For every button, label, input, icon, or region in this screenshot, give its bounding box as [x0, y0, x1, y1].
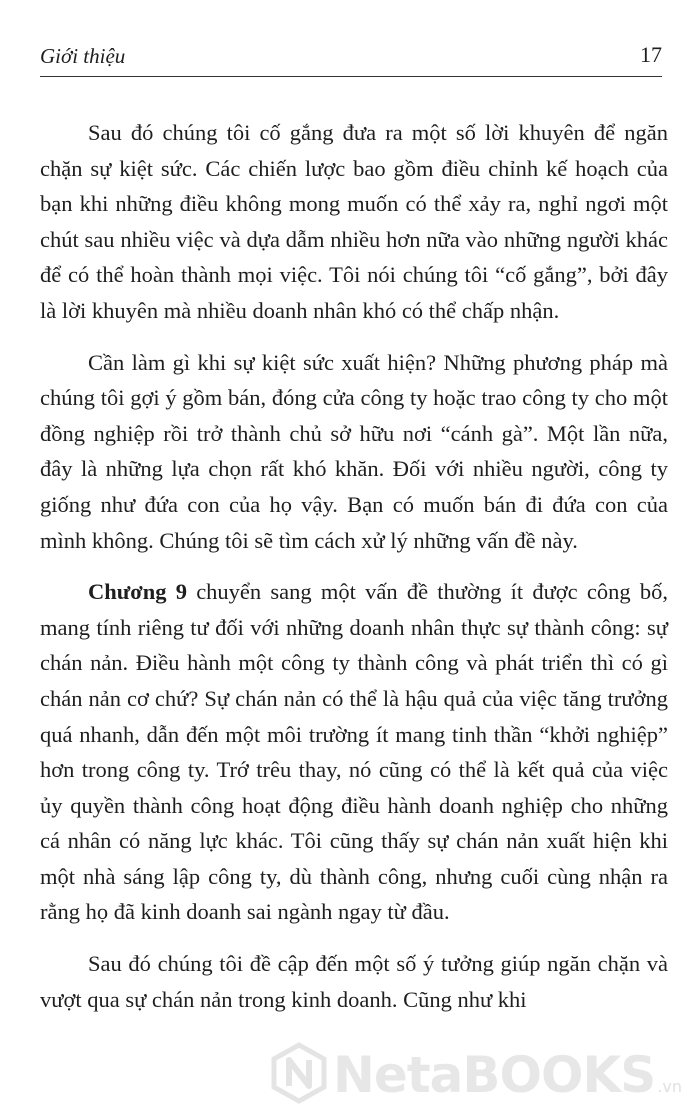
paragraph: [40, 574, 668, 930]
netabooks-logo-icon: [271, 1042, 327, 1109]
paragraph-text: Cần làm gì khi sự kiệt sức xuất hiện? Những phương pháp mà chúng tôi gợi ý gồm bán, đóng cửa công ty hoặc trao công ty cho một đồng nghiệp rồi trở thành chủ sở hữu nơi “cánh gà”. Một lần nữa, đây là những lựa chọn rất khó khăn. Đối với nhiều người, công ty giống như đứa con của họ vậy. Bạn có muốn bán đi đứa con của mình không. Chúng tôi sẽ tìm cách xử lý những vấn đề này.: [40, 349, 668, 553]
watermark-brand: NetaBOOKS: [333, 1046, 656, 1104]
page-header: [40, 42, 662, 77]
watermark: [271, 1040, 682, 1110]
paragraph: [40, 345, 668, 559]
paragraph: [40, 946, 668, 1017]
watermark-suffix: .vn: [657, 1077, 682, 1096]
paragraph-text: Sau đó chúng tôi cố gắng đưa ra một số lời khuyên để ngăn chặn sự kiệt sức. Các chiến lược bao gồm điều chỉnh kế hoạch của bạn khi những điều không mong muốn có thể xảy ra, nghỉ ngơi một chút sau nhiều việc và dựa dẫm nhiều hơn nữa vào những người khác để có thể hoàn thành mọi việc. Tôi nói chúng tôi “cố gắng”, bởi đây là lời khuyên mà nhiều doanh nhân khó có thể chấp nhận.: [40, 120, 668, 323]
body-text: [40, 115, 668, 1033]
paragraph-text: Sau đó chúng tôi đề cập đến một số ý tưởng giúp ngăn chặn và vượt qua sự chán nản trong kinh doanh. Cũng như khi: [40, 951, 668, 1012]
running-title: Giới thiệu: [40, 44, 126, 68]
paragraph-text: chuyển sang một vấn đề thường ít được công bố, mang tính riêng tư đối với những doanh nhân thực sự thành công: sự chán nản. Điều hành một công ty thành công và phát triển thì có gì chán nản cơ chứ? Sự chán nản có thể là hậu quả của việc tăng trưởng quá nhanh, dẫn đến một môi trường ít mang tinh thần “khởi nghiệp” hơn trong công ty. Trớ trêu thay, nó cũng có thể là kết quả của việc ủy quyền thành công hoạt động điều hành doanh nghiệp cho những cá nhân có năng lực khác. Tôi cũng thấy sự chán nản xuất hiện khi một nhà sáng lập công ty, dù thành công, nhưng cuối cùng nhận ra rằng họ đã kinh doanh sai ngành ngay từ đầu.: [40, 579, 668, 925]
paragraph: [40, 115, 668, 329]
chapter-reference: Chương 9: [88, 579, 187, 605]
page-number: 17: [640, 42, 662, 67]
